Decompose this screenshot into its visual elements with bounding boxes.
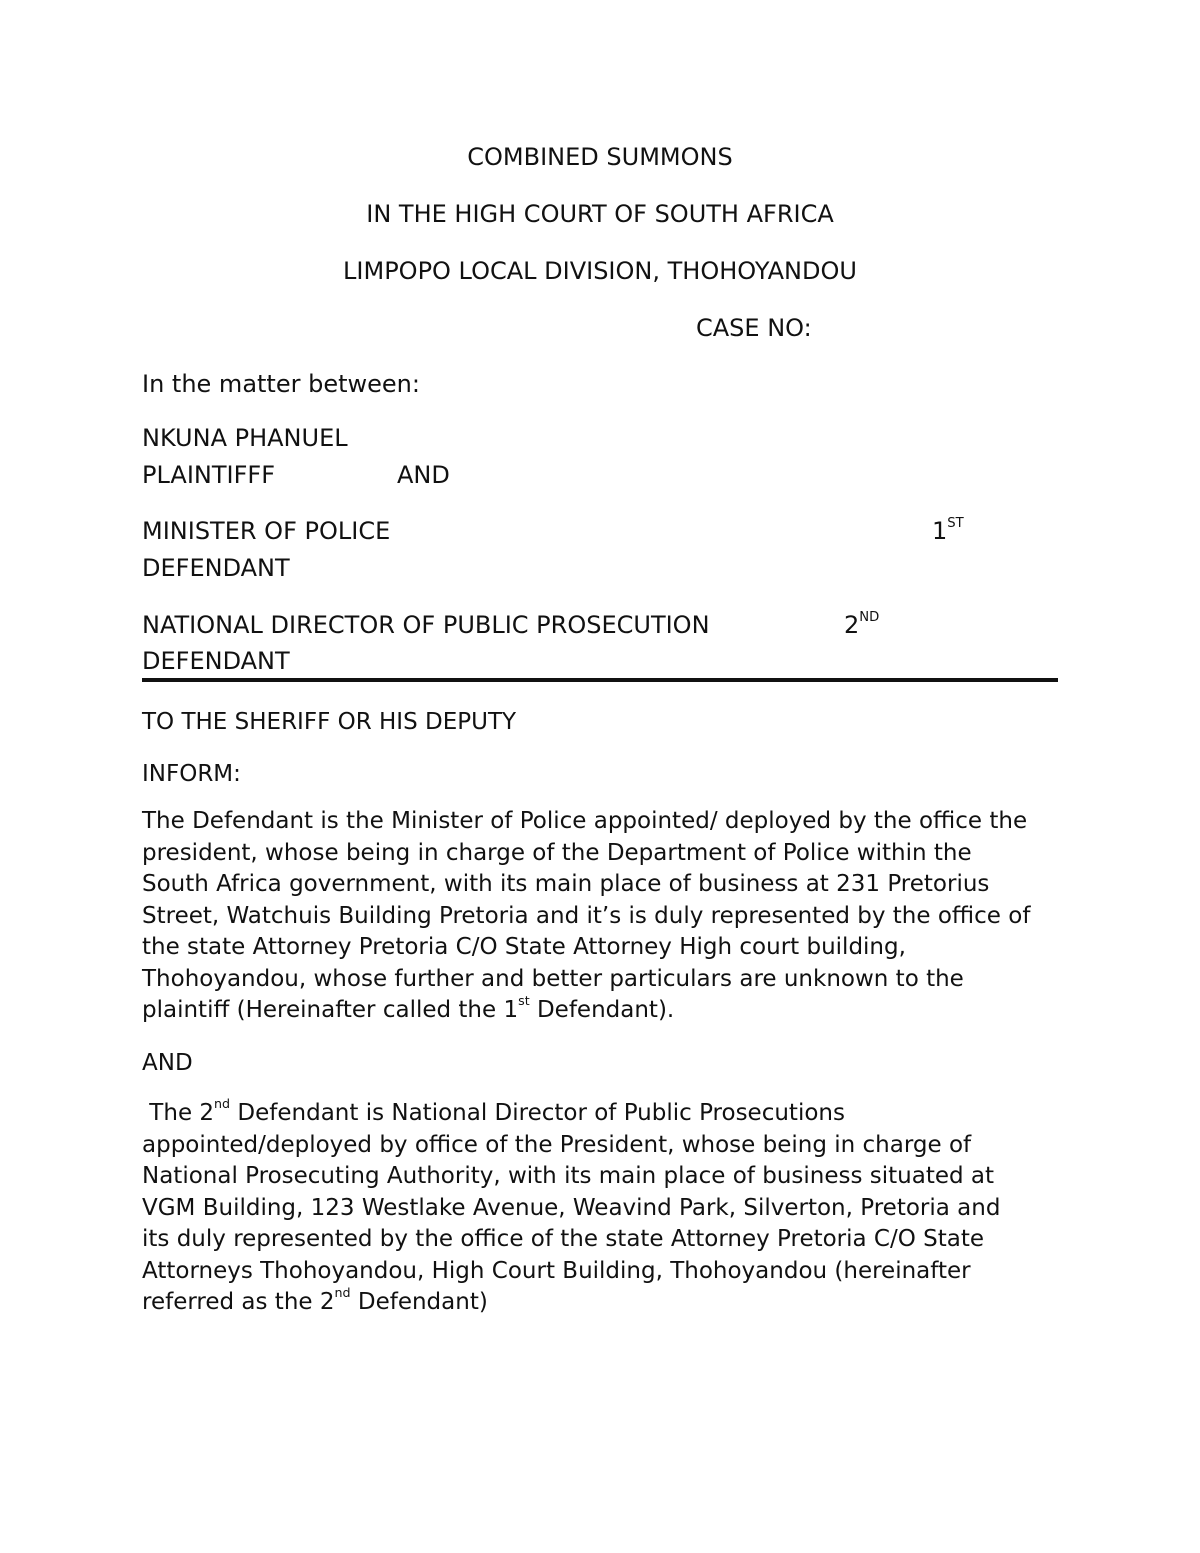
inform-label: INFORM: xyxy=(142,761,241,787)
paragraph-line: Thohoyandou, whose further and better particulars are unknown to the xyxy=(142,965,964,992)
ordinal-suffix: nd xyxy=(214,1096,231,1112)
line-text: The 2 xyxy=(142,1100,215,1126)
parties-and: AND xyxy=(397,461,450,489)
defendant1-ordinal-number: 1 xyxy=(932,517,948,545)
paragraph-line: National Prosecuting Authority, with its main place of business situated at xyxy=(142,1163,995,1189)
case-number-label: CASE NO: xyxy=(696,314,812,342)
court-name: IN THE HIGH COURT OF SOUTH AFRICA xyxy=(366,200,834,228)
line-text: Defendant) xyxy=(350,1289,488,1315)
paragraph-line: president, whose being in charge of the Department of Police within the xyxy=(142,839,972,866)
paragraph-line: the state Attorney Pretoria C/O State Attorney High court building, xyxy=(142,934,906,960)
line-text: Defendant). xyxy=(529,997,675,1023)
paragraph-line-first xyxy=(142,1098,1072,1130)
defendant1-ordinal-suffix: ST xyxy=(947,515,964,531)
line-text: Defendant is National Director of Public Prosecutions xyxy=(230,1100,845,1126)
defendant2-ordinal-suffix: ND xyxy=(859,609,880,625)
paragraph-line: appointed/deployed by office of the President, whose being in charge of xyxy=(142,1131,972,1158)
document-title: COMBINED SUMMONS xyxy=(467,143,733,171)
paragraph-line: VGM Building, 123 Westlake Avenue, Weavind Park, Silverton, Pretoria and xyxy=(142,1194,1001,1221)
paragraph-line-last xyxy=(142,1287,1072,1319)
defendant2-role: DEFENDANT xyxy=(142,647,290,675)
defendant2-ordinal xyxy=(844,609,879,641)
defendant1-ordinal xyxy=(932,515,964,547)
parties-intro: In the matter between: xyxy=(142,370,420,398)
plaintiff-role: PLAINTIFFF xyxy=(142,461,275,489)
court-division: LIMPOPO LOCAL DIVISION, THOHOYANDOU xyxy=(343,257,857,285)
paragraph-line: The Defendant is the Minister of Police appointed/ deployed by the office the xyxy=(142,808,1028,834)
defendant2-ordinal-number: 2 xyxy=(844,611,860,639)
paragraph-second-defendant xyxy=(142,1098,1072,1319)
to-sheriff: TO THE SHERIFF OR HIS DEPUTY xyxy=(142,709,517,735)
paragraph-line: its duly represented by the office of the state Attorney Pretoria C/O State xyxy=(142,1226,985,1252)
defendant1-name: MINISTER OF POLICE xyxy=(142,517,391,545)
defendant2-name: NATIONAL DIRECTOR OF PUBLIC PROSECUTION xyxy=(142,611,710,639)
plaintiff-name: NKUNA PHANUEL xyxy=(142,424,348,452)
defendant1-role: DEFENDANT xyxy=(142,554,290,582)
body-and: AND xyxy=(142,1050,193,1076)
paragraph-line: Street, Watchuis Building Pretoria and it’s is duly represented by the office of xyxy=(142,902,1031,929)
paragraph-line: South Africa government, with its main place of business at 231 Pretorius xyxy=(142,871,990,897)
ordinal-suffix: nd xyxy=(334,1285,351,1301)
section-divider xyxy=(142,678,1058,682)
paragraph-line-last xyxy=(142,995,1072,1027)
line-text: referred as the 2 xyxy=(142,1289,335,1315)
line-text: plaintiff (Hereinafter called the 1 xyxy=(142,997,519,1023)
paragraph-first-defendant xyxy=(142,806,1072,1027)
ordinal-suffix: st xyxy=(518,993,530,1009)
paragraph-line: Attorneys Thohoyandou, High Court Building, Thohoyandou (hereinafter xyxy=(142,1257,971,1284)
